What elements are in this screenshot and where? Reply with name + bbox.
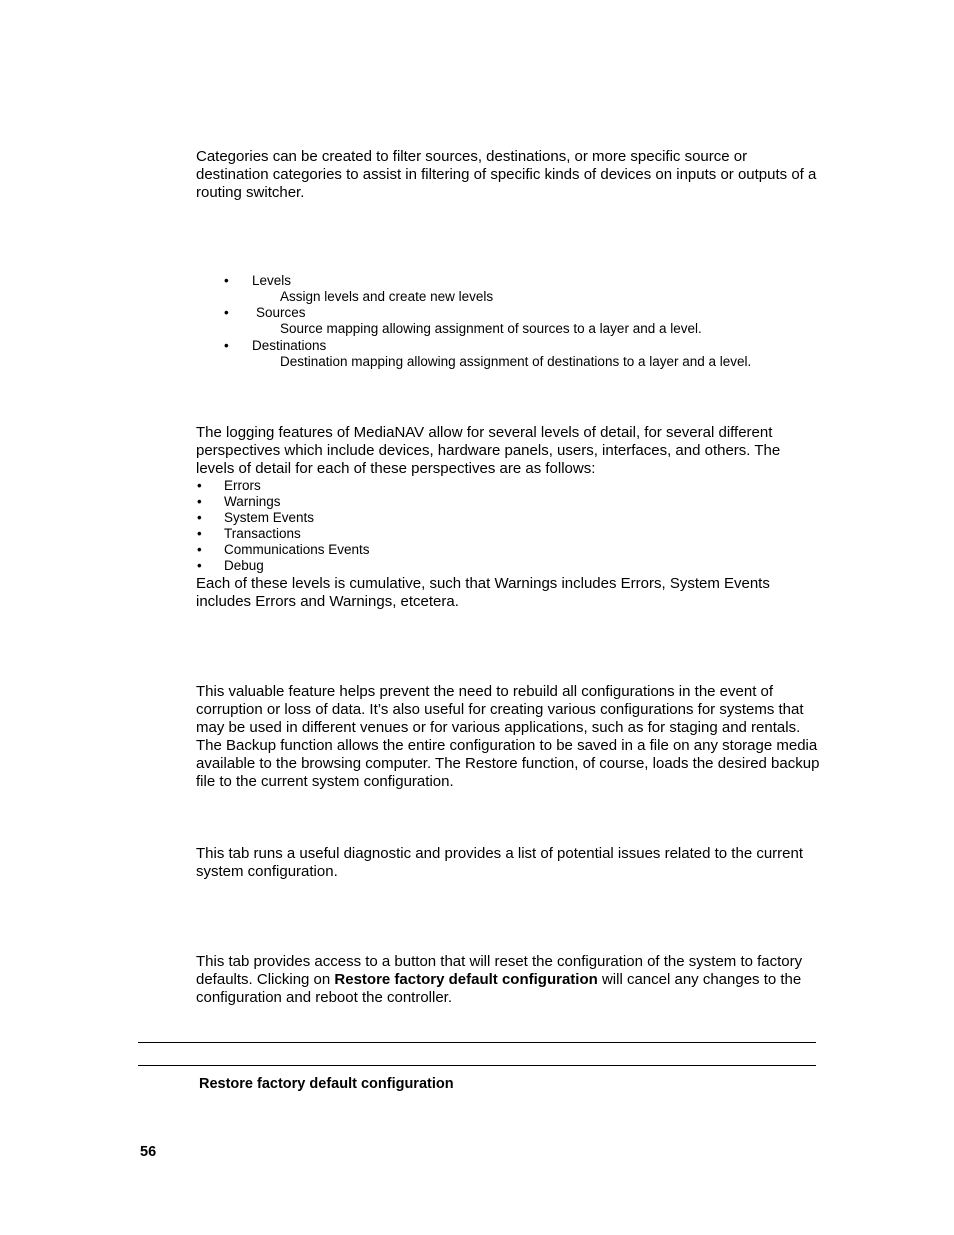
bullet-glyph: • xyxy=(197,558,202,573)
logging-paragraph: The logging features of MediaNAV allow for several levels of detail, for several different perspectives which include devices, hardware panels, users, interfaces, and others. The levels of detail for each of these perspectives are as follows: xyxy=(196,424,781,477)
list-item: Transactions xyxy=(224,526,301,541)
table-top-rule xyxy=(138,1042,816,1043)
factory-text-before: This tab provides access to a button that will reset the configuration of the system to factory defaults. Clicking on xyxy=(196,953,803,988)
bullet-glyph: • xyxy=(224,338,229,353)
bullet-glyph: • xyxy=(224,305,229,320)
list-item-label: Levels xyxy=(252,273,292,288)
bullet-glyph: • xyxy=(197,510,202,525)
list-item-label: Destinations xyxy=(252,338,327,353)
bullet-glyph: • xyxy=(197,478,202,493)
diagnostic-paragraph: This tab runs a useful diagnostic and provides a list of potential issues related to the current system configuration. xyxy=(196,845,804,880)
bullet-glyph: • xyxy=(197,542,202,557)
list-item-description: Destination mapping allowing assignment of destinations to a layer and a level. xyxy=(280,354,752,369)
factory-text-after: will cancel any changes to the configuration and reboot the controller. xyxy=(196,971,802,1006)
list-item: Warnings xyxy=(224,494,281,509)
list-item-label: Sources xyxy=(256,305,306,320)
cumulative-paragraph: Each of these levels is cumulative, such that Warnings includes Errors, System Events includes Errors and Warnings, etcetera. xyxy=(196,575,770,610)
factory-text-bold: Restore factory default configuration xyxy=(334,971,598,988)
list-item: System Events xyxy=(224,510,315,525)
bullet-glyph: • xyxy=(197,526,202,541)
list-item-description: Source mapping allowing assignment of sources to a layer and a level. xyxy=(280,321,702,336)
bullet-glyph: • xyxy=(197,494,202,509)
table-header-rule xyxy=(138,1065,816,1066)
list-item: Debug xyxy=(224,558,264,573)
list-item-description: Assign levels and create new levels xyxy=(280,289,494,304)
factory-defaults-paragraph xyxy=(196,953,821,1007)
categories-paragraph: Categories can be created to filter sources, destinations, or more specific source or destination categories to assist in filtering of specific kinds of devices on inputs or outputs of a routing switcher. xyxy=(196,148,817,201)
page-number: 56 xyxy=(140,1144,157,1160)
list-item: Errors xyxy=(224,478,261,493)
bullet-glyph: • xyxy=(224,273,229,288)
backup-paragraph: This valuable feature helps prevent the need to rebuild all configurations in the event of corruption or loss of data. It’s also useful for creating various configurations for systems that may be used in different venues or for various applications, such as for staging and rentals. The Backup function allows the entire configuration to be saved in a file on any storage media available to the browsing computer. The Restore function, of course, loads the desired backup file to the current system configuration. xyxy=(196,683,820,790)
restore-factory-default-button-label: Restore factory default configuration xyxy=(199,1076,454,1092)
list-item: Communications Events xyxy=(224,542,370,557)
